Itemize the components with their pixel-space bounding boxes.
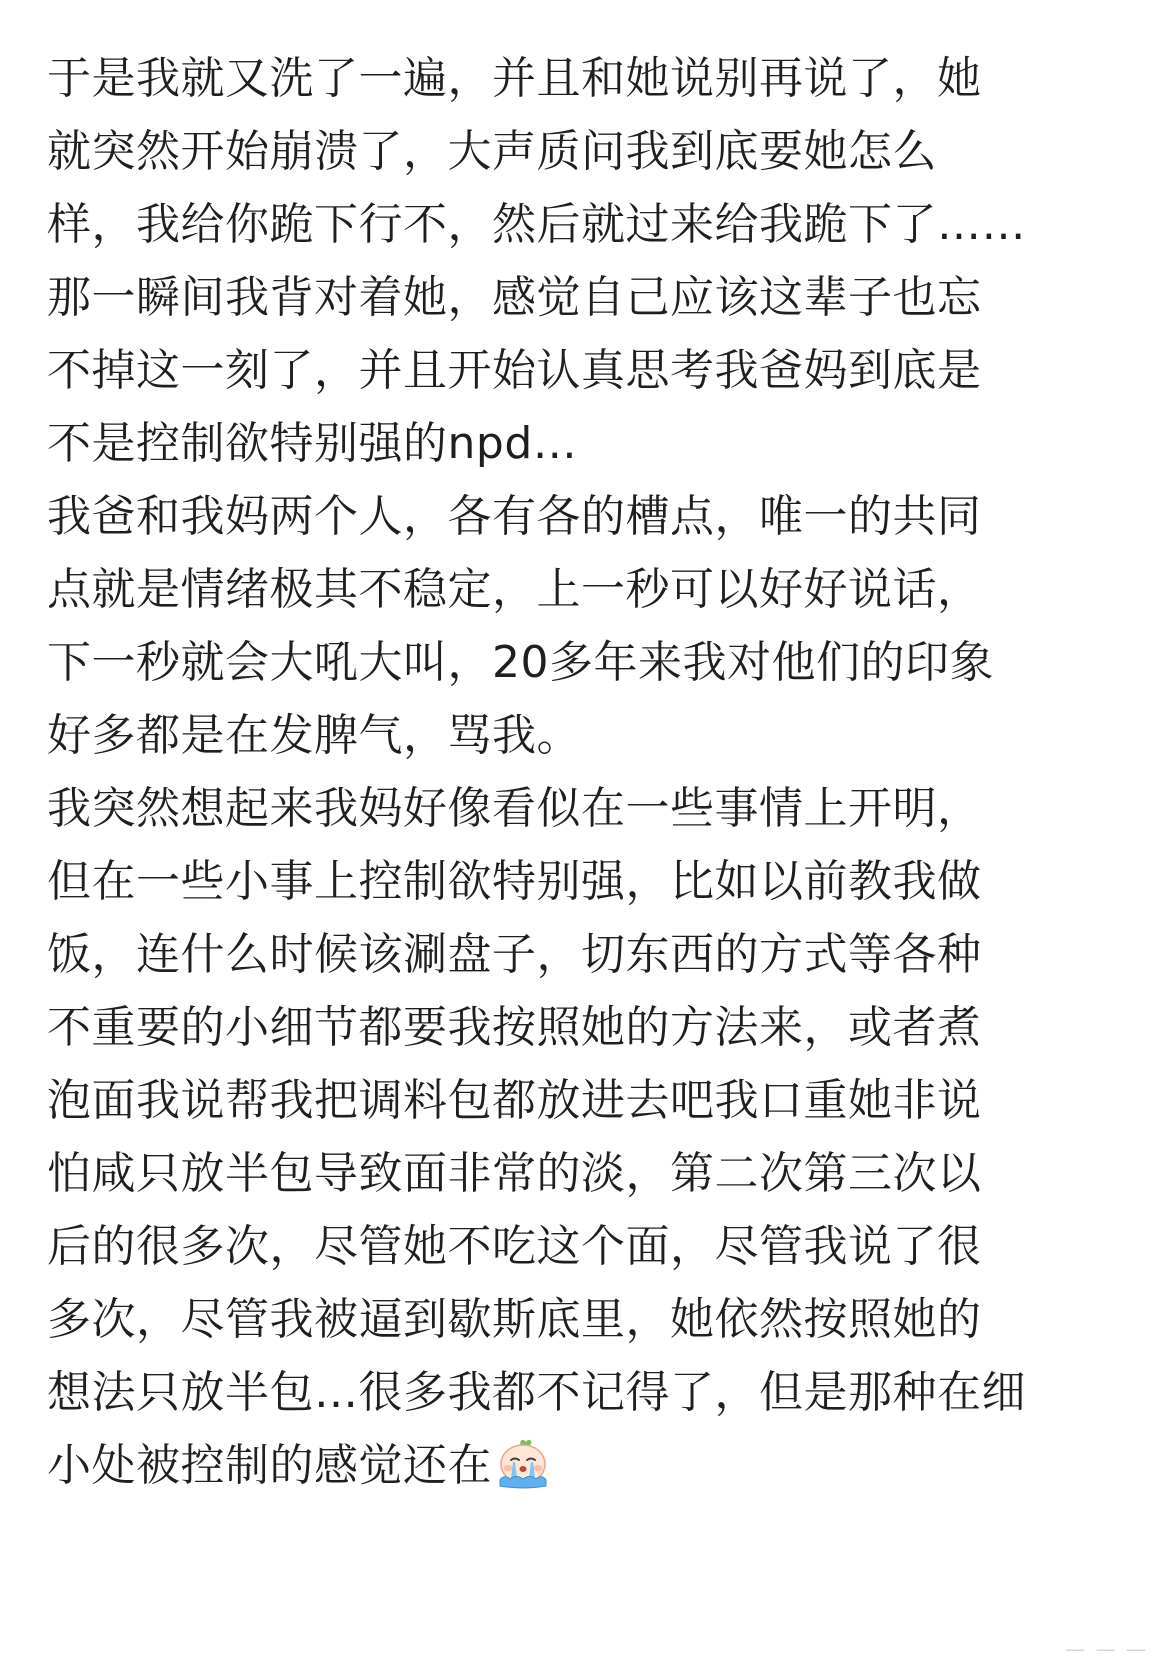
post-line: 饭，连什么时候该涮盘子，切东西的方式等各种 (47, 929, 982, 980)
post-line: 后的很多次，尽管她不吃这个面，尽管我说了很 (47, 1221, 982, 1272)
post-line: 但在一些小事上控制欲特别强，比如以前教我做 (47, 856, 982, 907)
post-line: 样，我给你跪下行不，然后就过来给我跪下了…… (47, 199, 1026, 250)
post-line: 不重要的小细节都要我按照她的方法来，或者煮 (47, 1002, 982, 1053)
post-line: 就突然开始崩溃了，大声质问我到底要她怎么 (47, 126, 937, 177)
post-line: 怕咸只放半包导致面非常的淡，第二次第三次以 (47, 1148, 982, 1199)
post-line: 我突然想起来我妈好像看似在一些事情上开明， (47, 783, 982, 834)
post-line: 想法只放半包…很多我都不记得了，但是那种在细 (47, 1367, 1026, 1418)
post-line: 泡面我说帮我把调料包都放进去吧我口重她非说 (47, 1075, 982, 1126)
post-line: 那一瞬间我背对着她，感觉自己应该这辈子也忘 (47, 272, 982, 323)
post-text (47, 42, 1127, 1502)
post-line: 多次，尽管我被逼到歇斯底里，她依然按照她的 (47, 1294, 982, 1345)
watermark: — — — (1065, 1637, 1148, 1661)
post-last-line (47, 1429, 1127, 1502)
post-line: 我爸和我妈两个人，各有各的槽点，唯一的共同 (47, 491, 982, 542)
post-line: 于是我就又洗了一遍，并且和她说别再说了，她 (47, 53, 982, 104)
post-line: 下一秒就会大吼大叫，20多年来我对他们的印象 (47, 637, 994, 688)
post-line: 好多都是在发脾气，骂我。 (47, 710, 581, 761)
post-line: 小处被控制的感觉还在 (47, 1440, 492, 1491)
post-line: 点就是情绪极其不稳定，上一秒可以好好说话， (47, 564, 982, 615)
post-line: 不掉这一刻了，并且开始认真思考我爸妈到底是 (47, 345, 982, 396)
crying-emoji-icon (494, 1438, 552, 1512)
post-line: 不是控制欲特别强的npd… (47, 418, 578, 469)
